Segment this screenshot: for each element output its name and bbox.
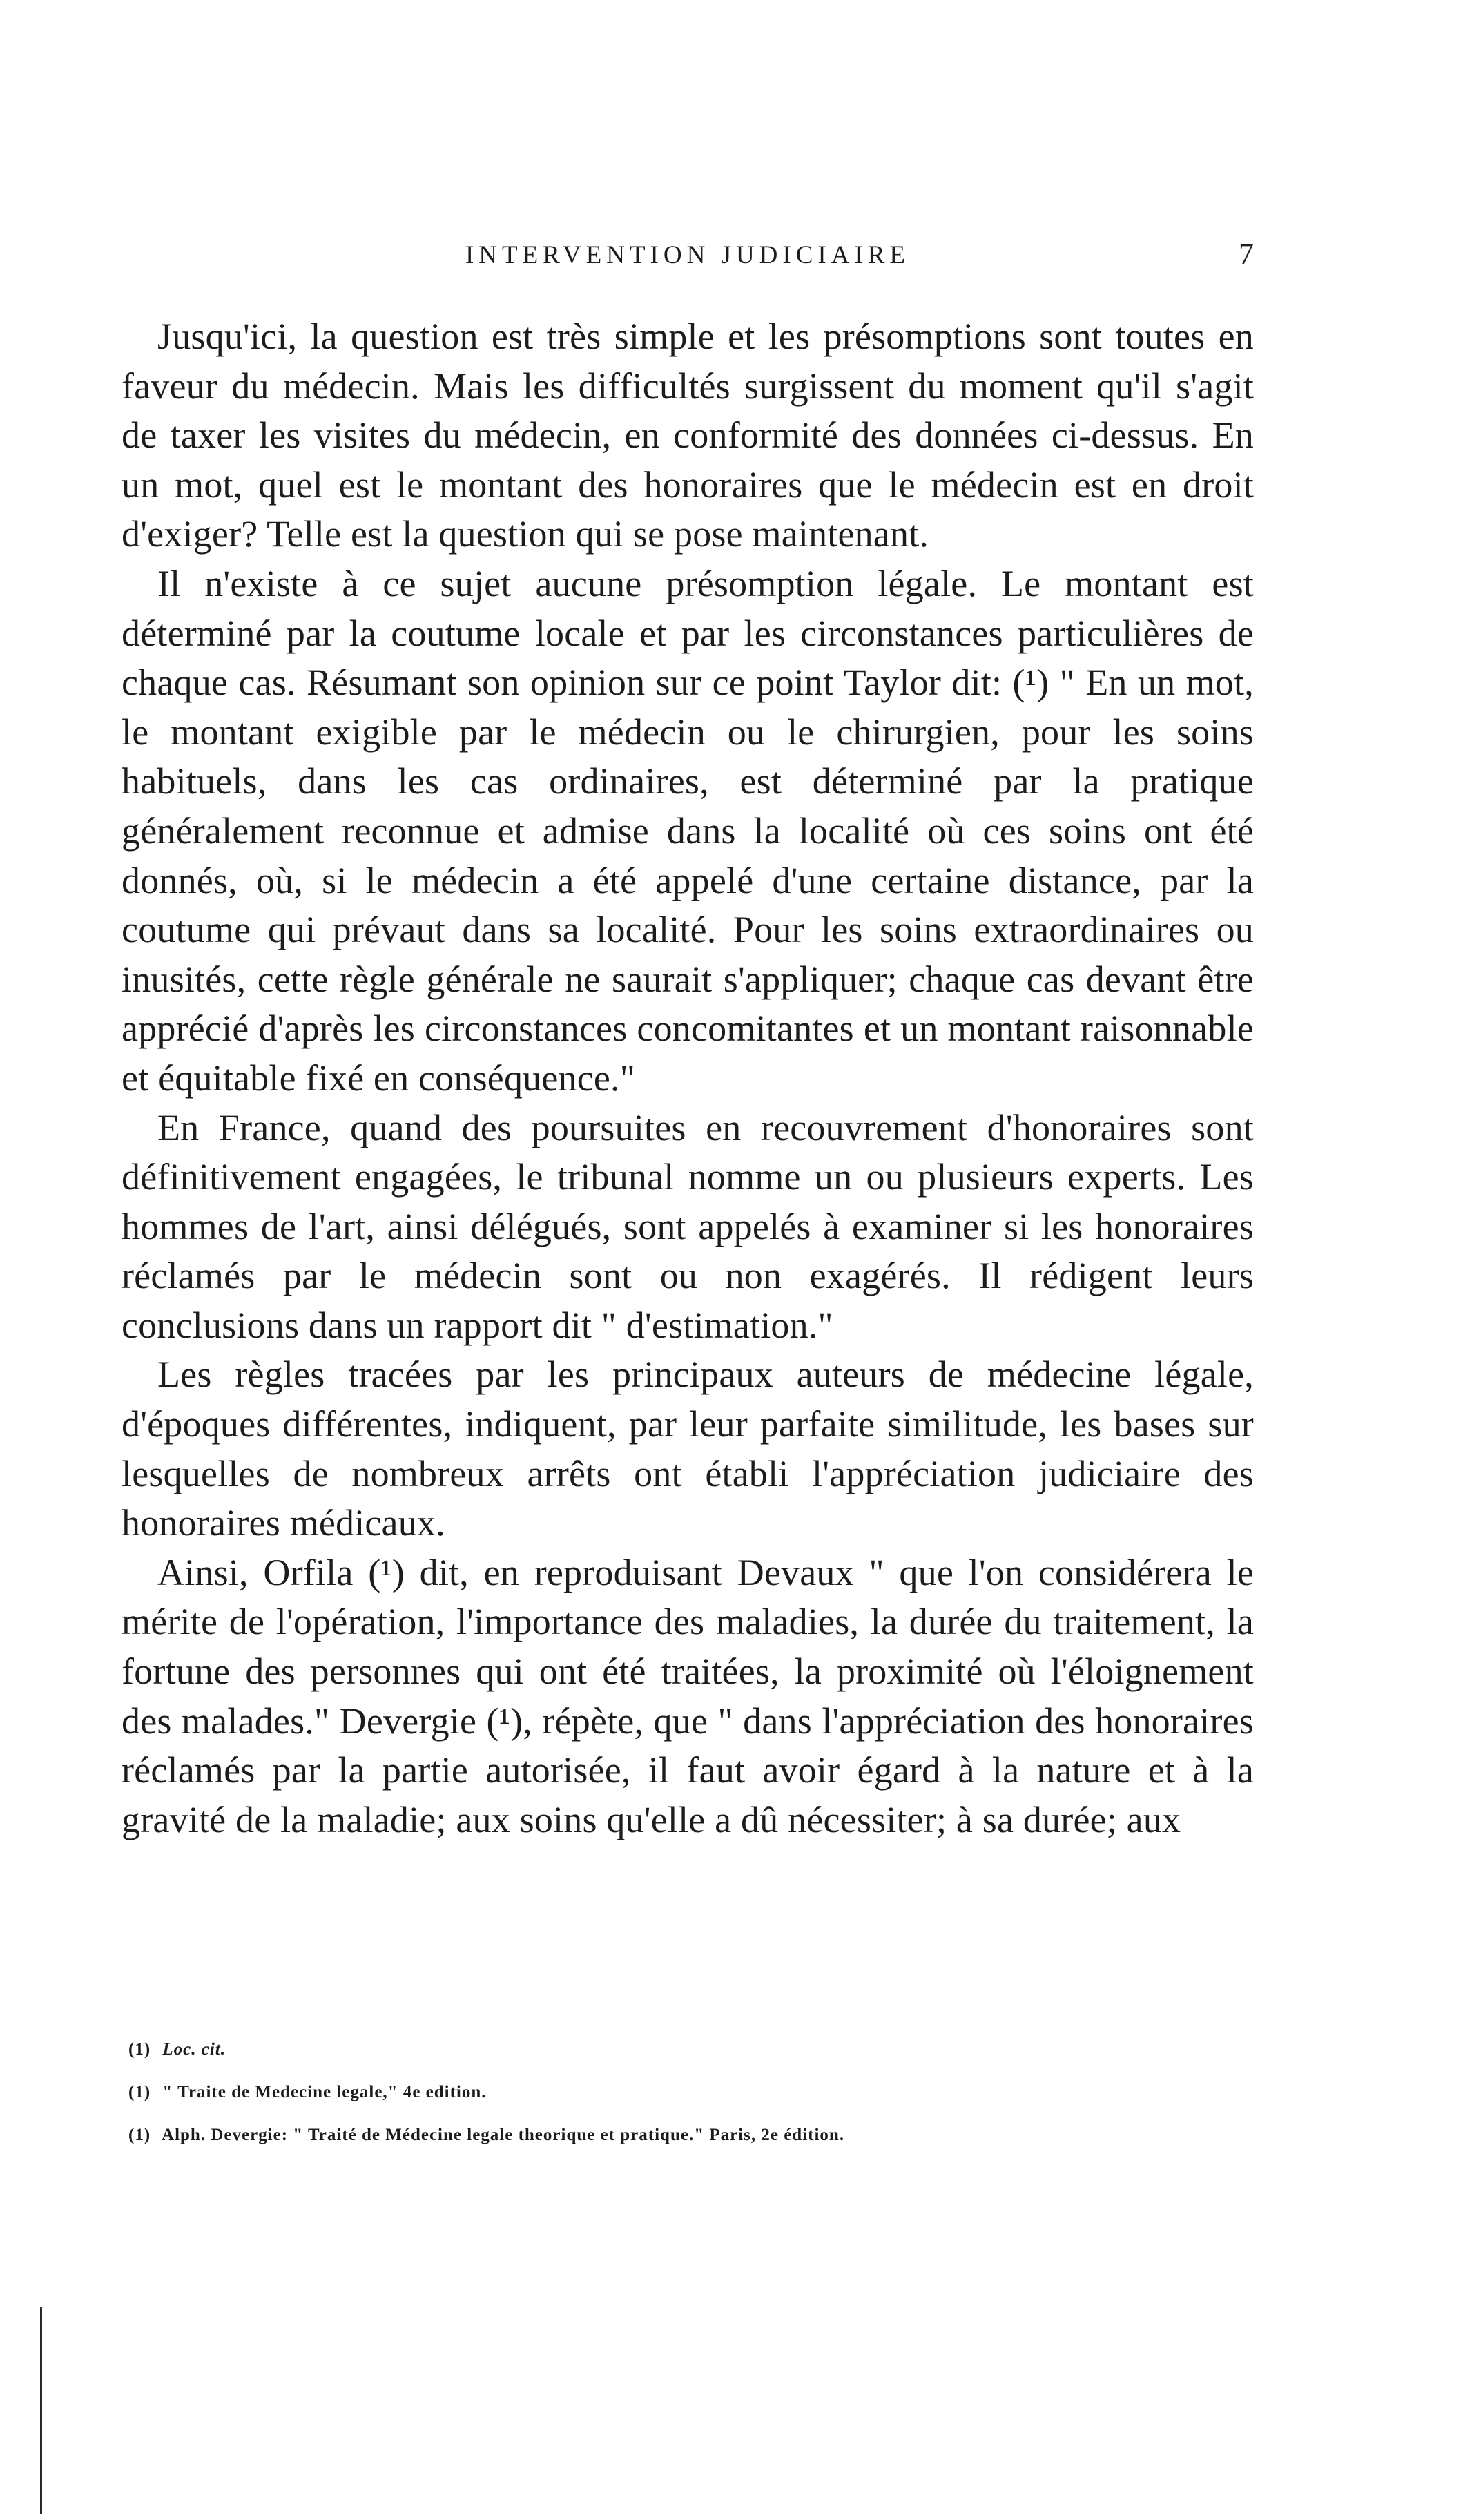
footnote-number: (1) — [128, 2040, 151, 2059]
paragraph: Jusqu'ici, la question est très simple et les présomptions sont toutes en faveur du médecin. Mais les difficultés surgissent du moment qu'il s'agit de taxer les visites du médecin, en conformité des données ci-dessus. En un mot, quel est le montant des honoraires que le médecin est en droit d'exiger? Telle est la question qui se pose maintenant. — [122, 316, 1254, 555]
footnote-text: " Traite de Medecine legale," 4e edition. — [162, 2083, 487, 2101]
footnote — [128, 2079, 1261, 2106]
footnote-number: (1) — [128, 2126, 151, 2144]
scan-margin-line — [40, 2307, 42, 2514]
footnote — [128, 2036, 1261, 2064]
paragraph: En France, quand des poursuites en recouvrement d'honoraires sont définitivement engagées, le tribunal nomme un ou plusieurs experts. Les hommes de l'art, ainsi délégués, sont appelés à examiner si les honoraires réclamés par le médecin sont ou non exagérés. Il rédigent leurs conclusions dans un rapport dit " d'estimation." — [122, 1106, 1254, 1346]
footnote-text: Loc. cit. — [162, 2040, 226, 2059]
running-header — [122, 236, 1254, 278]
running-title: INTERVENTION JUDICIAIRE — [465, 241, 911, 269]
paragraph: Il n'existe à ce sujet aucune présomption légale. Le montant est déterminé par la coutume locale et par les circonstances particulières de chaque cas. Résumant son opinion sur ce point Taylor dit: (¹) " En un mot, le montant exigible par le médecin ou le chirurgien, pour les soins habituels, dans les cas ordinaires, est déterminé par la pratique généralement reconnue et admise dans la localité où ces soins ont été donnés, où, si le médecin a été appelé d'une certaine distance, par la coutume qui prévaut dans sa localité. Pour les soins extraordinaires ou inusités, cette règle générale ne saurait s'appliquer; chaque cas devant être apprécié d'après les circonstances concomitantes et un montant raisonnable et équitable fixé en conséquence." — [122, 562, 1254, 1099]
paragraph: Ainsi, Orfila (¹) dit, en reproduisant Devaux " que l'on considérera le mérite de l'opération, l'importance des maladies, la durée du traitement, la fortune des personnes qui ont été traitées, la proximité où l'éloignement des malades." Devergie (¹), répète, que " dans l'appréciation des honoraires réclamés par la partie autorisée, il faut avoir égard à la nature et à la gravité de la maladie; aux soins qu'elle a dû nécessiter; à sa durée; aux — [122, 1551, 1254, 1840]
body-text — [122, 312, 1254, 1845]
footnotes — [128, 2036, 1261, 2164]
footnote-number: (1) — [128, 2083, 151, 2101]
paragraph: Les règles tracées par les principaux auteurs de médecine légale, d'époques différentes, indiquent, par leur parfaite similitude, les bases sur lesquelles de nombreux arrêts ont établi l'appréciation judiciaire des honoraires médicaux. — [122, 1354, 1254, 1544]
footnote — [128, 2122, 1261, 2149]
page-number: 7 — [1239, 237, 1254, 271]
footnote-text: Alph. Devergie: " Traité de Médecine legale theorique et pratique." Paris, 2e édition. — [162, 2126, 845, 2144]
